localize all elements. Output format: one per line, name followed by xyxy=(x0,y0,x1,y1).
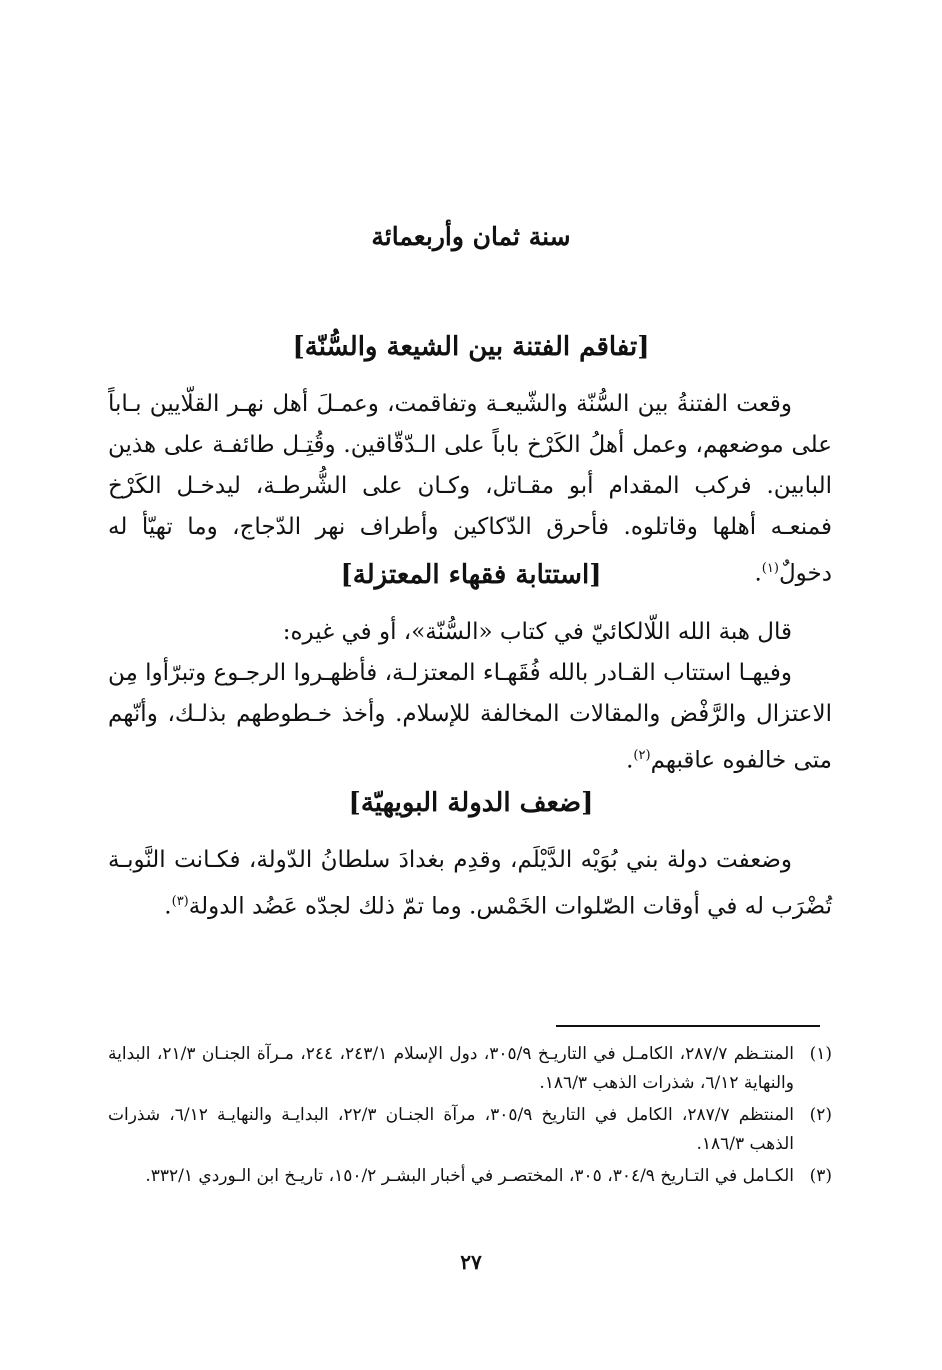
paragraph-text: وفيهـا استتاب القـادر بالله فُقَهـاء المعتزلـة، فأظهـروا الرجـوع وتبرّأوا مِن الاعتزال والرَّفْض والمقالات المخالفة للإسلام. وأخذ خـطوطهم بذلـك، وأنّهم متى خالفوه عاقبهم xyxy=(108,660,832,774)
footnote-text: المنتـظم ٢٨٧/٧، الكامـل في التاريـخ ٣٠٥/٩، دول الإسلام ٢٤٣/١، ٢٤٤، مـرآة الجنـان ٢١/٣، البداية والنهاية ٦/١٢، شذرات الذهب ١٨٦/٣. xyxy=(108,1044,795,1093)
footnote-number: (٢) xyxy=(809,1105,832,1125)
footnote-3 xyxy=(108,1162,832,1191)
section-heading-sectarian-strife: [تفاقم الفتنة بين الشيعة والسُّنّة] xyxy=(292,332,650,362)
section-heading-mutazila-repentance: [استتابة فقهاء المعتزلة] xyxy=(340,560,602,590)
footnotes-list xyxy=(108,1040,832,1194)
paragraph-mutazila-repentance: وفيهـا استتاب القـادر بالله فُقَهـاء المعتزلـة، فأظهـروا الرجـوع وتبرّأوا مِن الاعتزال والرَّفْض والمقالات المخالفة للإسلام. وأخذ خـطوطهم بذلـك، وأنّهم متى خالفوه عاقبهم$^{(٢)}$. xyxy=(108,660,832,774)
paragraph-sectarian-strife: وقعت الفتنةُ بين السُّنّة والشّيعـة وتفاقمت، وعمـلَ أهل نهـر القلّايين بـاباً على موضعهم، وعمل أهلُ الكَرْخ باباً على الـدّقّاقين. وقُتِـل طائفـة على هذين البابين. فركب المقدام أبو مقـاتل، وكـان على الشُّرطـة، ليدخـل الكَرْخ فمنعـه أهلها وقاتلوه. فأحرق الدّكاكين وأطراف نهر الدّجاج، وما تهيّأ له دخولٌ$^{(١)}$. xyxy=(108,391,832,587)
footnote-text: المنتظم ٢٨٧/٧، الكامل في التاريخ ٣٠٥/٩، مرآة الجنـان ٢٢/٣، البدايـة والنهايـة ٦/١٢، شذرات الذهب ١٨٦/٣. xyxy=(108,1105,794,1154)
year-title: سنة ثمان وأربعمائة xyxy=(371,222,571,251)
footnote-number: (١) xyxy=(809,1044,832,1064)
paragraph-text: وضعفت دولة بني بُوَيْه الدَّيْلَم، وقدِم بغدادَ سلطانُ الدّولة، فكـانت النَّوبـة تُضْرَب له في أوقات الصّلوات الخَمْس. وما تمّ ذلك لجدّه عَضُد الدولة xyxy=(108,847,832,920)
footnote-number: (٣) xyxy=(809,1166,832,1186)
paragraph-lalakai-quote xyxy=(108,612,832,653)
section-heading-buyid-weakness: [ضعف الدولة البويهيّة] xyxy=(348,788,594,818)
page-number: ٢٧ xyxy=(460,1250,482,1274)
footnote-marker-2[interactable]: (٢) xyxy=(633,748,651,763)
footnote-marker-1[interactable]: (١) xyxy=(761,561,779,576)
paragraph-text: قال هبة الله اللّالكائيّ في كتاب «السُّنّة»، أو في غيره: xyxy=(282,619,792,645)
footnote-marker-3[interactable]: (٣) xyxy=(171,894,189,909)
footnote-separator xyxy=(556,1025,820,1027)
footnote-text: الكـامل في التـاريخ ٣٠٤/٩، ٣٠٥، المختصـر في أخبار البشـر ١٥٠/٢، تاريـخ ابن الـوردي ٣٣٢/١. xyxy=(145,1166,794,1186)
footnote-1 xyxy=(108,1040,832,1098)
paragraph-text: وقعت الفتنةُ بين السُّنّة والشّيعـة وتفاقمت، وعمـلَ أهل نهـر القلّايين بـاباً على موضعهم، وعمل أهلُ الكَرْخ باباً على الـدّقّاقين. وقُتِـل طائفـة على هذين البابين. فركب المقدام أبو مقـاتل، وكـان على الشُّرطـة، ليدخـل الكَرْخ فمنعـه أهلها وقاتلوه. فأحرق الدّكاكين وأطراف نهر الدّجاج، وما تهيّأ له دخولٌ xyxy=(108,391,832,587)
footnote-2 xyxy=(108,1101,832,1159)
paragraph-buyid-weakness: وضعفت دولة بني بُوَيْه الدَّيْلَم، وقدِم بغدادَ سلطانُ الدّولة، فكـانت النَّوبـة تُضْرَب له في أوقات الصّلوات الخَمْس. وما تمّ ذلك لجدّه عَضُد الدولة$^{(٣)}$. xyxy=(108,847,832,920)
